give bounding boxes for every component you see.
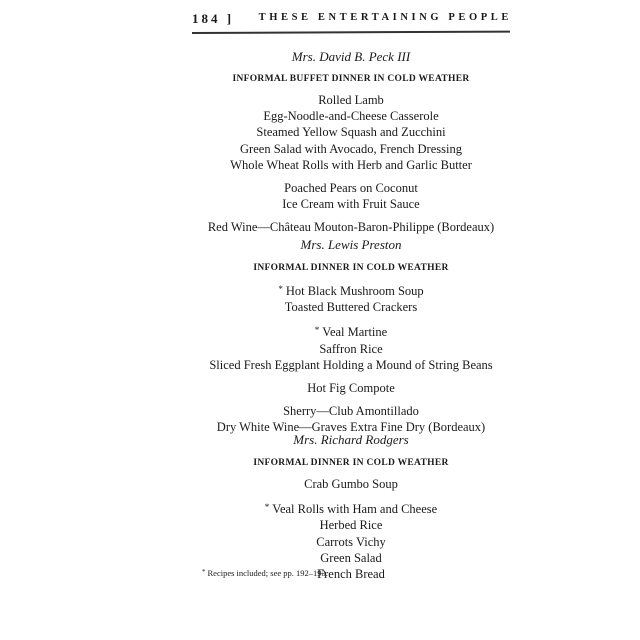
footnote	[202, 568, 328, 578]
menu-item: Hot Fig Compote	[307, 381, 395, 396]
menu-item: * Hot Black Mushroom Soup	[278, 284, 424, 298]
menu-item: Green Salad	[320, 550, 382, 565]
menu-item: Toasted Buttered Crackers	[284, 300, 418, 315]
recipe-marker-icon: *	[264, 502, 270, 513]
menu-item: Ice Cream with Fruit Sauce	[282, 197, 420, 212]
footnote-marker-icon: *	[202, 568, 206, 576]
host-name: Mrs. Lewis Preston	[300, 237, 402, 252]
menu-rodgers	[182, 432, 520, 582]
course	[182, 180, 520, 212]
menu-item: French Bread	[317, 567, 385, 582]
course	[182, 322, 520, 373]
occasion-title: INFORMAL BUFFET DINNER IN COLD WEATHER	[232, 74, 470, 84]
occasion-title: INFORMAL DINNER IN COLD WEATHER	[253, 263, 449, 273]
menu-peck	[182, 49, 520, 236]
course	[182, 380, 520, 396]
menu-item: Poached Pears on Coconut	[284, 181, 418, 196]
page-number: 184 ]	[192, 11, 235, 26]
occasion-title: INFORMAL DINNER IN COLD WEATHER	[253, 458, 449, 468]
course	[182, 92, 520, 173]
menu-item: Herbed Rice	[319, 518, 383, 533]
recipe-marker-icon: *	[278, 284, 283, 294]
running-title: THESE ENTERTAINING PEOPLE	[258, 12, 512, 23]
course	[182, 219, 520, 235]
menu-item: Egg-Noodle-and-Cheese Casserole	[263, 109, 439, 124]
menu-item: Dry White Wine—Graves Extra Fine Dry (Bordeaux)	[216, 420, 486, 435]
course	[182, 281, 520, 315]
menu-item: Carrots Vichy	[316, 534, 386, 549]
recipe-marker-icon: *	[314, 325, 320, 336]
menu-item: * Veal Martine	[314, 325, 388, 340]
running-head	[192, 11, 510, 33]
course	[182, 476, 520, 492]
menu-item: Green Salad with Avocado, French Dressing	[240, 141, 462, 156]
menu-item: Rolled Lamb	[318, 93, 384, 107]
menu-item: Red Wine—Château Mouton-Baron-Philippe (Bordeaux)	[207, 220, 495, 235]
footnote-text: Recipes included; see pp. 192–193.	[207, 568, 328, 578]
menu-item: * Veal Rolls with Ham and Cheese	[264, 502, 438, 517]
host-name: Mrs. David B. Peck III	[291, 49, 411, 64]
menu-item: Sliced Fresh Eggplant Holding a Mound of String Beans	[209, 357, 493, 372]
host-name: Mrs. Richard Rodgers	[293, 432, 409, 447]
menu-item: Steamed Yellow Squash and Zucchini	[256, 125, 446, 140]
menu-preston	[182, 237, 520, 436]
menu-item: Sherry—Club Amontillado	[283, 404, 419, 419]
menu-item: Saffron Rice	[319, 341, 383, 356]
header-rule	[192, 31, 510, 34]
menu-item: Whole Wheat Rolls with Herb and Garlic Butter	[230, 157, 472, 172]
menu-item: Crab Gumbo Soup	[304, 477, 398, 491]
course	[182, 403, 520, 435]
